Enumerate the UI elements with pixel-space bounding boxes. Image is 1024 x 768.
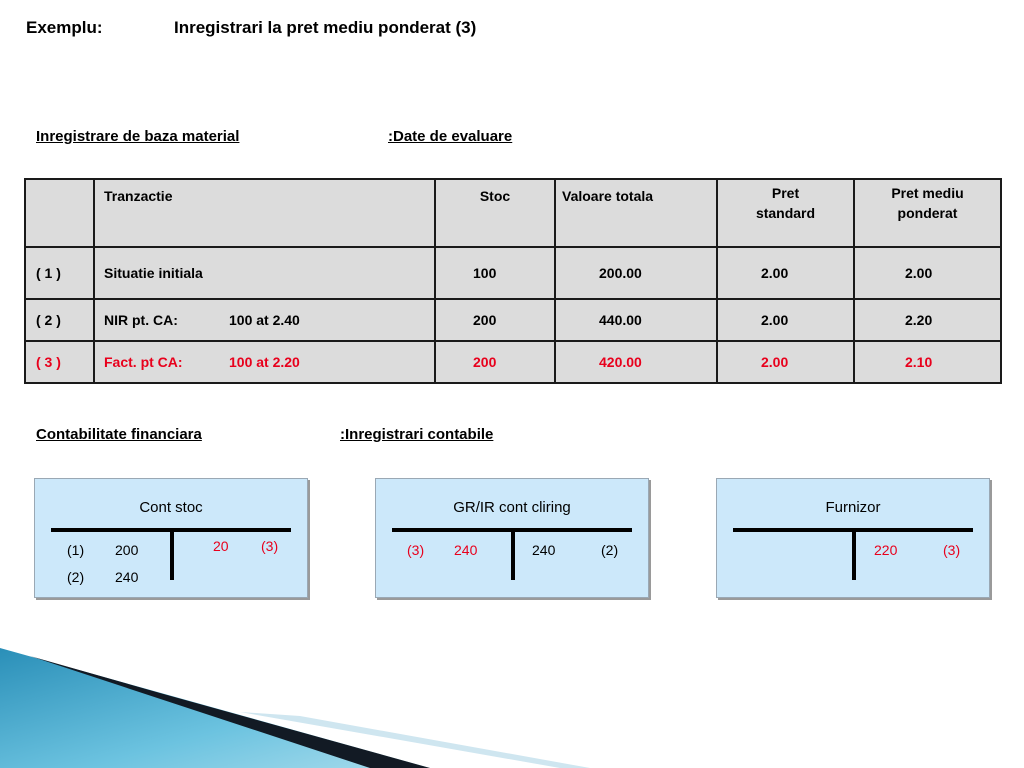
row-total-value: 420.00 xyxy=(555,341,717,383)
row-transaction: Situatie initiala xyxy=(94,247,435,299)
credit-ref: (3) xyxy=(943,542,961,558)
t-account-title: Cont stoc xyxy=(139,499,203,516)
row-total-value: 200.00 xyxy=(555,247,717,299)
row-stock: 200 xyxy=(435,341,555,383)
t-account-vertical-line xyxy=(511,531,515,580)
t-account-stoc xyxy=(34,478,308,598)
debit-amount: 200 xyxy=(115,542,139,558)
section-title-financial: Contabilitate financiara xyxy=(36,426,202,443)
row-transaction: NIR pt. CA: 100 at 2.40 xyxy=(94,299,435,341)
debit-amount: 240 xyxy=(454,542,478,558)
row-standard-price: 2.00 xyxy=(717,299,854,341)
table-header-row xyxy=(25,179,1001,247)
corner-swoosh-decoration xyxy=(0,638,1024,768)
row-total-value: 440.00 xyxy=(555,299,717,341)
row-stock: 100 xyxy=(435,247,555,299)
table-row-highlight xyxy=(25,341,1001,383)
t-account-title: GR/IR cont cliring xyxy=(453,499,571,516)
debit-amount: 240 xyxy=(115,569,139,585)
row-weighted-price: 2.20 xyxy=(854,299,1001,341)
credit-amount: 240 xyxy=(532,542,556,558)
credit-ref: (3) xyxy=(261,538,279,554)
row-standard-price: 2.00 xyxy=(717,341,854,383)
header-weighted-price: Pret mediu ponderat xyxy=(854,179,1001,247)
t-account-vertical-line xyxy=(852,531,856,580)
t-account-furnizor xyxy=(716,478,990,598)
header-transaction: Tranzactie xyxy=(94,179,435,247)
row-index: ( 2 ) xyxy=(25,299,94,341)
header-index xyxy=(25,179,94,247)
debit-ref: (3) xyxy=(407,542,425,558)
header-total-value: Valoare totala xyxy=(555,179,717,247)
credit-amount: 20 xyxy=(213,538,229,554)
header-stock: Stoc xyxy=(435,179,555,247)
t-account-vertical-line xyxy=(170,531,174,580)
row-stock: 200 xyxy=(435,299,555,341)
header-standard-price: Pret standard xyxy=(717,179,854,247)
slide-title-label: Exemplu: xyxy=(26,18,103,37)
row-index: ( 3 ) xyxy=(25,341,94,383)
evaluation-table xyxy=(24,178,1002,384)
section-subtitle-evaluation: :Date de evaluare xyxy=(388,128,513,145)
debit-ref: (2) xyxy=(67,569,85,585)
row-weighted-price: 2.10 xyxy=(854,341,1001,383)
table-row xyxy=(25,299,1001,341)
debit-ref: (1) xyxy=(67,542,85,558)
credit-ref: (2) xyxy=(601,542,619,558)
row-standard-price: 2.00 xyxy=(717,247,854,299)
row-transaction: Fact. pt CA: 100 at 2.20 xyxy=(94,341,435,383)
table-row xyxy=(25,247,1001,299)
credit-amount: 220 xyxy=(874,542,898,558)
t-account-grir xyxy=(375,478,649,598)
t-account-title: Furnizor xyxy=(825,499,881,516)
section-subtitle-entries: :Inregistrari contabile xyxy=(340,426,494,443)
slide-title: Inregistrari la pret mediu ponderat (3) xyxy=(174,18,477,37)
row-index: ( 1 ) xyxy=(25,247,94,299)
section-title-material: Inregistrare de baza material xyxy=(36,128,240,145)
row-weighted-price: 2.00 xyxy=(854,247,1001,299)
